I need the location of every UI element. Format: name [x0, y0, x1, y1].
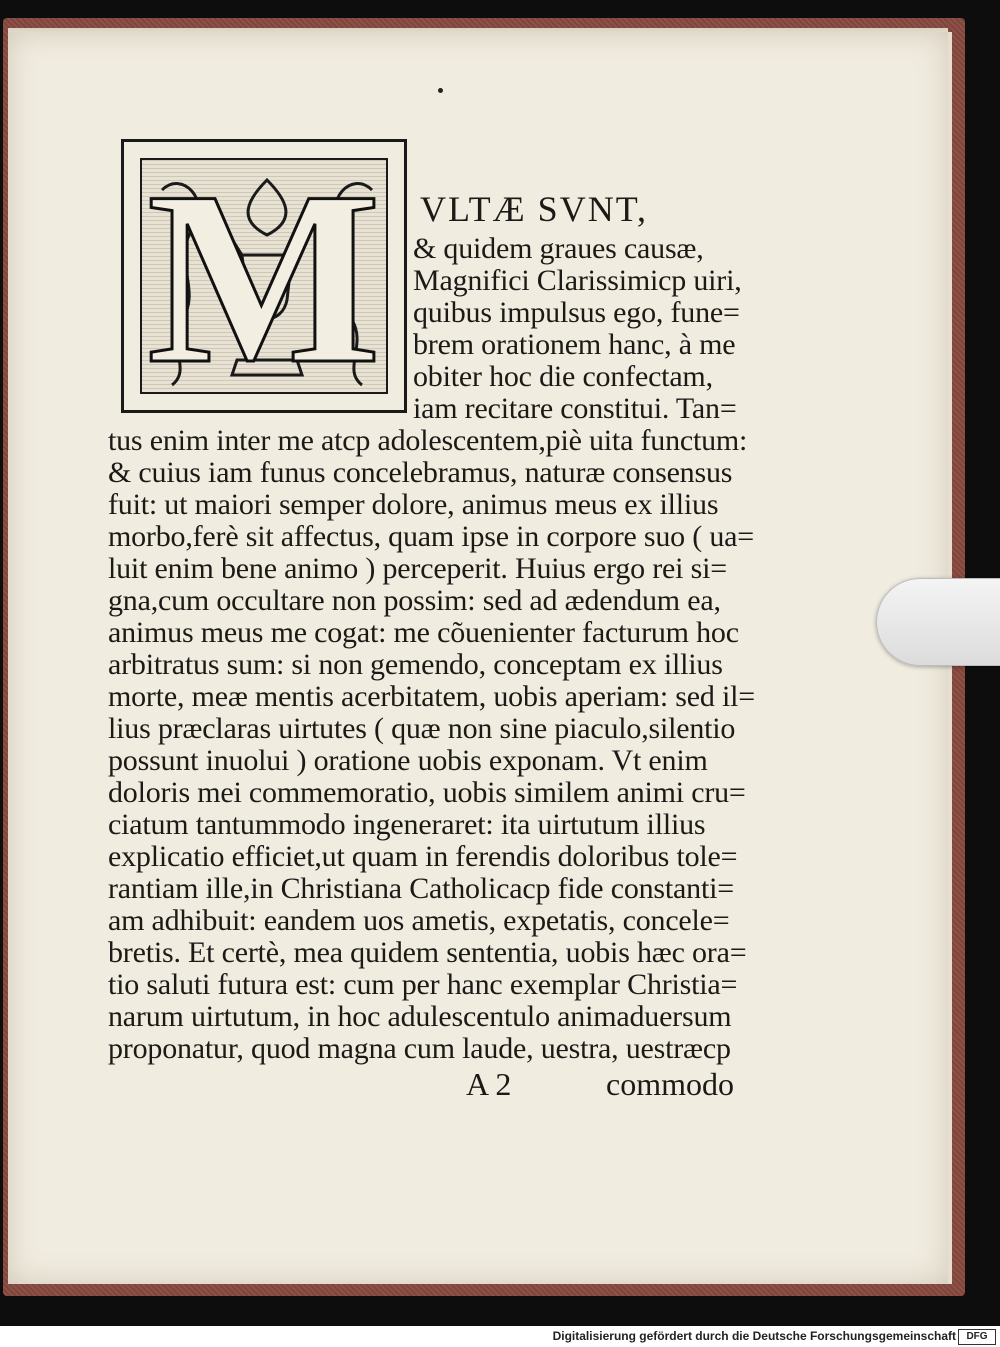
footer-credit: Digitalisierung gefördert durch die Deutsche Forschungsgemeinschaft — [552, 1329, 956, 1343]
footer-bar — [0, 1326, 1000, 1347]
text-line: brem orationem hanc, à me — [413, 328, 736, 361]
text-line: possunt inuolui ) oratione uobis exponam. Vt enim — [108, 744, 708, 777]
text-line: luit enim bene animo ) perceperit. Huius ergo rei si= — [108, 552, 727, 585]
text-line: obiter hoc die confectam, — [413, 360, 713, 393]
text-line: & cuius iam funus concelebramus, naturæ consensus — [108, 456, 733, 489]
text-line: doloris mei commemoratio, uobis similem animi cru= — [108, 776, 746, 809]
text-line: fuit: ut maiori semper dolore, animus meus ex illius — [108, 488, 719, 521]
text-line: proponatur, quod magna cum laude, uestra, uestræcp — [108, 1032, 731, 1065]
text-line: gna,cum occultare non possim: sed ad ædendum ea, — [108, 584, 721, 617]
signature-mark: A 2 — [466, 1066, 512, 1102]
text-line: tus enim inter me atcp adolescentem,piè uita functum: — [108, 424, 748, 457]
text-line: tio saluti futura est: cum per hanc exemplar Christia= — [108, 968, 738, 1001]
text-line: & quidem graues causæ, — [413, 232, 704, 265]
page-tab — [876, 578, 1000, 666]
text-line: arbitratus sum: si non gemendo, conceptam ex illius — [108, 648, 723, 681]
text-line: iam recitare constitui. Tan= — [413, 392, 737, 425]
text-line: bretis. Et certè, mea quidem sententia, uobis hæc ora= — [108, 936, 747, 969]
text-line: explicatio efficiet,ut quam in ferendis doloribus tole= — [108, 840, 738, 873]
text-line: quibus impulsus ego, fune= — [413, 296, 740, 329]
dfg-logo: DFG — [958, 1329, 996, 1345]
text-line: morbo,ferè sit affectus, quam ipse in corpore suo ( ua= — [108, 520, 754, 553]
text-line: am adhibuit: eandem uos ametis, expetatis, concele= — [108, 904, 730, 937]
initial-ornament — [140, 158, 388, 394]
text-heading: VLTÆ SVNT, — [420, 189, 649, 229]
text-line: rantiam ille,in Christiana Catholicacp fide constanti= — [108, 872, 734, 905]
text-line: animus meus me cogat: me cõuenienter facturum hoc — [108, 616, 739, 649]
ink-dot — [438, 88, 443, 93]
text-line: Magnifici Clarissimicp uiri, — [413, 264, 742, 297]
text-line: morte, meæ mentis acerbitatem, uobis aperiam: sed il= — [108, 680, 755, 713]
text-line: ciatum tantummodo ingeneraret: ita uirtutum illius — [108, 808, 706, 841]
text-line: narum uirtutum, in hoc adulescentulo animaduersum — [108, 1000, 732, 1033]
text-line: lius præclaras uirtutes ( quæ non sine piaculo,silentio — [108, 712, 736, 745]
catchword: commodo — [606, 1066, 734, 1102]
initial-letter: M — [146, 158, 382, 394]
decorated-initial — [121, 139, 407, 413]
